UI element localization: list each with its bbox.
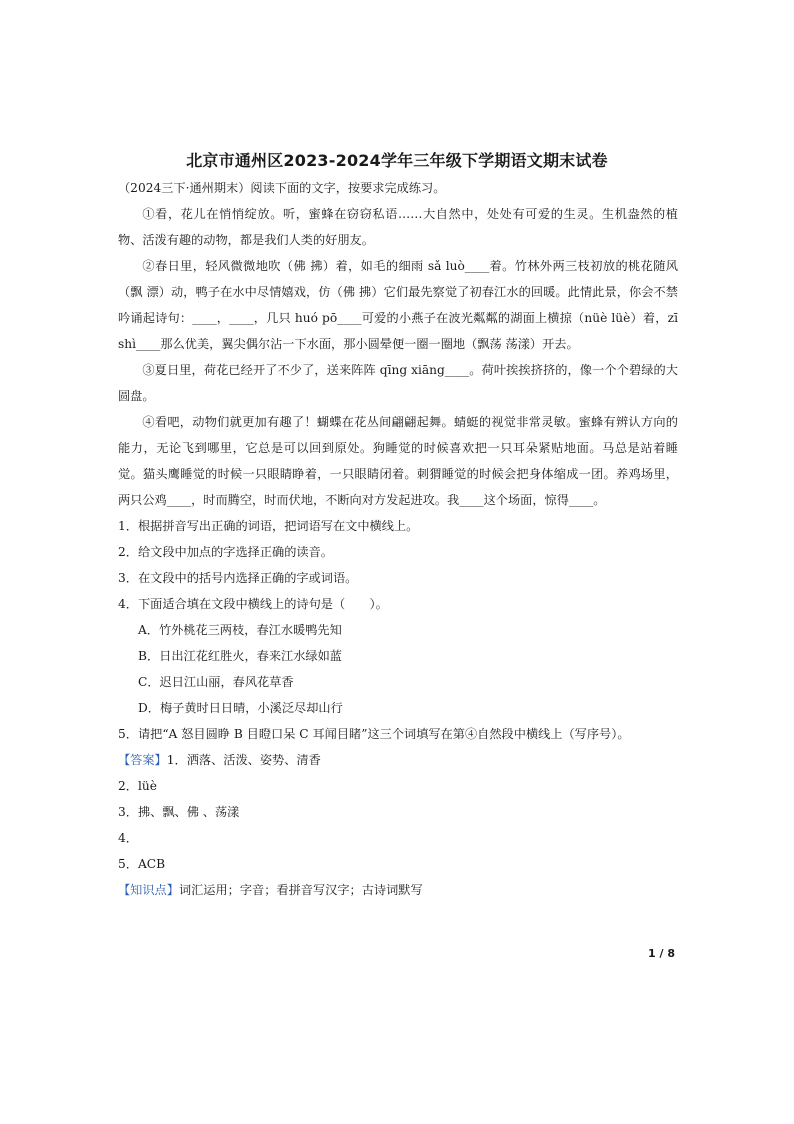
option-a: A．竹外桃花三两枝，春江水暖鸭先知 [138, 623, 342, 637]
answer-3: 3．拂、飘、佛 、荡漾 [118, 805, 240, 819]
answer-label: 【答案】 [118, 753, 167, 767]
knowledge-line [118, 877, 678, 903]
question-2: 2．给文段中加点的字选择正确的读音。 [118, 545, 333, 559]
knowledge-label: 【知识点】 [118, 883, 179, 897]
option-b: B．日出江花红胜火，春来江水绿如蓝 [138, 649, 342, 663]
paragraph-2: ②春日里，轻风微微地吹（佛 拂）着，如毛的细雨 sǎ luò____着。竹林外两三枝初放的桃花随风（飘 漂）动，鸭子在水中尽情嬉戏，仿（佛 拂）它们最先察觉了初春江水的回暖。此情此景，你会不禁吟诵起诗句：____，____，几只 huó pō____可爱的小燕子在波光粼粼的湖面上横掠（nüè lüè）着，zī shì____那么优美，翼尖偶尔沾一下水面，那小圆晕便一圈一圈地（飘荡 荡漾）开去。 [118, 259, 678, 351]
option-c: C．迟日江山丽，春风花草香 [138, 675, 294, 689]
intro-text: （2024三下·通州期末）阅读下面的文字，按要求完成练习。 [118, 181, 446, 195]
question-1: 1．根据拼音写出正确的词语，把词语写在文中横线上。 [118, 519, 419, 533]
question-3: 3．在文段中的括号内选择正确的字或词语。 [118, 571, 358, 585]
document-content [118, 175, 678, 903]
paragraph-3: ③夏日里，荷花已经开了不少了，送来阵阵 qīng xiāng____。荷叶挨挨挤挤的，像一个个碧绿的大圆盘。 [118, 363, 678, 403]
option-d: D．梅子黄时日日晴，小溪泛尽却山行 [138, 701, 343, 715]
page-title: 北京市通州区2023-2024学年三年级下学期语文期末试卷 [186, 151, 608, 170]
answer-2: 2．lüè [118, 779, 157, 793]
question-4: 4．下面适合填在文段中横线上的诗句是（ ）。 [118, 597, 388, 611]
answer-line-1 [118, 747, 678, 773]
answer-5: 5．ACB [118, 857, 166, 871]
page-number: 1 / 8 [648, 947, 675, 960]
paragraph-1: ①看，花儿在悄悄绽放。听，蜜蜂在窃窃私语……大自然中，处处有可爱的生灵。生机盎然的植物、活泼有趣的动物，都是我们人类的好朋友。 [118, 207, 678, 247]
answer-4: 4． [118, 831, 138, 845]
knowledge-text: 词汇运用；字音；看拼音写汉字；古诗词默写 [178, 883, 423, 897]
paragraph-4: ④看吧，动物们就更加有趣了！蝴蝶在花丛间翩翩起舞。蜻蜓的视觉非常灵敏。蜜蜂有辨认方向的能力，无论飞到哪里，它总是可以回到原处。狗睡觉的时候喜欢把一只耳朵紧贴地面。马总是站着睡觉。猫头鹰睡觉的时候一只眼睛睁着，一只眼睛闭着。刺猬睡觉的时候会把身体缩成一团。养鸡场里，两只公鸡____，时而腾空，时而伏地，不断向对方发起进攻。我____这个场面，惊得____。 [118, 415, 678, 507]
question-5: 5．请把“A 怒目圆睁 B 目瞪口呆 C 耳闻目睹”这三个词填写在第④自然段中横线上（写序号）。 [118, 727, 630, 741]
answer-1: 1．洒落、活泼、姿势、清香 [166, 753, 321, 767]
